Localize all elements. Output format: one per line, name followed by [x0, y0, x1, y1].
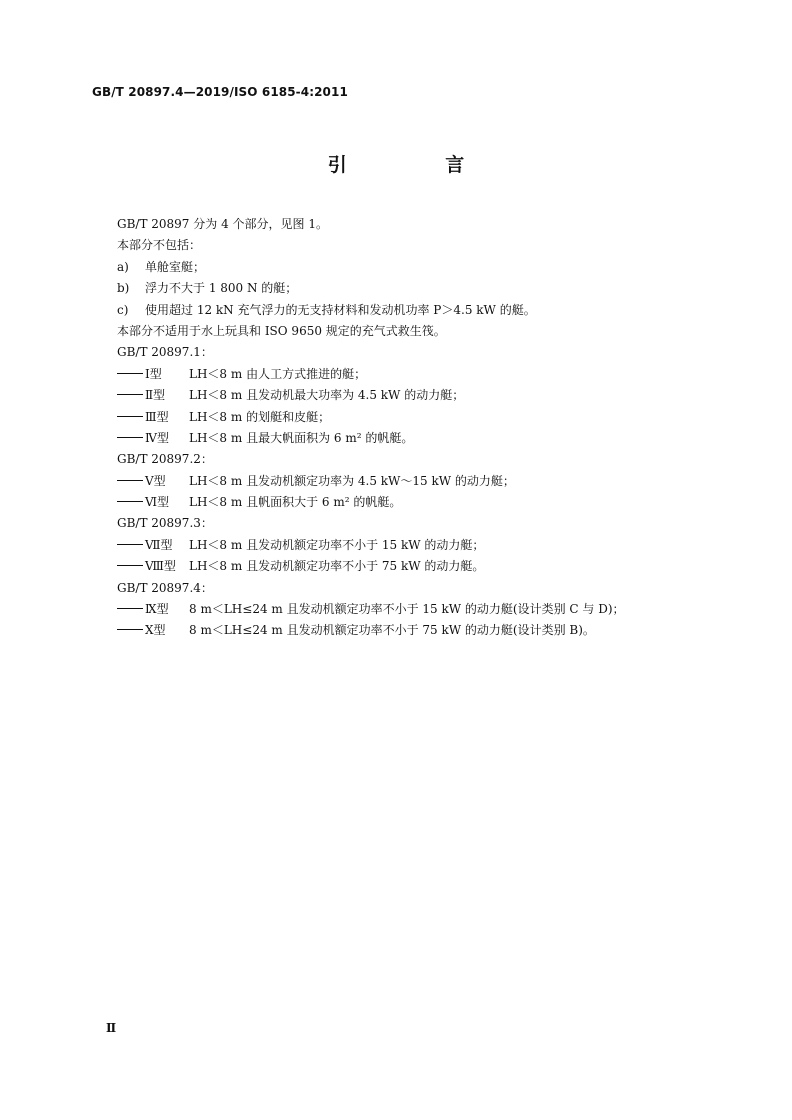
boat-type-name: Ⅹ型 — [145, 623, 166, 638]
boat-type-name: Ⅶ型 — [145, 537, 173, 552]
boat-type-item — [117, 492, 717, 513]
boat-type-item — [117, 556, 717, 577]
boat-type-text: LH＜8 m 且发动机额定功率不小于 75 kW 的动力艇。 — [189, 559, 485, 574]
dash-marker — [117, 480, 143, 481]
dash-marker — [117, 608, 143, 609]
exclusion-label: c) — [117, 302, 129, 317]
boat-type-item — [117, 620, 717, 641]
dash-marker — [117, 501, 143, 502]
exclusion-item — [117, 257, 717, 278]
boat-type-name: Ⅱ型 — [145, 388, 166, 403]
dash-marker — [117, 373, 143, 374]
dash-marker — [117, 437, 143, 438]
page-number: Ⅱ — [106, 1021, 117, 1035]
boat-type-text: LH＜8 m 且最大帆面积为 6 m² 的帆艇。 — [189, 430, 414, 445]
standard-header: GB/T 20897.4—2019/ISO 6185-4:2011 — [92, 85, 348, 99]
boat-type-item — [117, 428, 717, 449]
boat-type-item — [117, 471, 717, 492]
boat-type-text: LH＜8 m 且帆面积大于 6 m² 的帆艇。 — [189, 495, 402, 510]
part-heading: GB/T 20897.2： — [117, 452, 213, 467]
exclusion-label: b) — [117, 281, 130, 296]
part-heading: GB/T 20897.4： — [117, 580, 213, 595]
boat-type-item — [117, 407, 717, 428]
boat-type-text: LH＜8 m 且发动机最大功率为 4.5 kW 的动力艇； — [189, 388, 465, 403]
dash-marker — [117, 544, 143, 545]
part-heading: GB/T 20897.1： — [117, 345, 213, 360]
exclusion-text: 浮力不大于 1 800 N 的艇； — [145, 281, 298, 296]
boat-type-name: Ⅵ型 — [145, 495, 170, 510]
boat-type-item — [117, 535, 717, 556]
boat-type-text: LH＜8 m 且发动机额定功率不小于 15 kW 的动力艇； — [189, 537, 485, 552]
dash-marker — [117, 394, 143, 395]
dash-marker — [117, 565, 143, 566]
document-body — [117, 214, 717, 642]
exclusion-text: 单舱室艇； — [145, 259, 206, 274]
part-heading: GB/T 20897.3： — [117, 516, 213, 531]
exclusion-item — [117, 300, 717, 321]
boat-type-name: Ⅸ型 — [145, 602, 169, 617]
exclusion-item — [117, 278, 717, 299]
boat-type-name: Ⅰ型 — [145, 366, 162, 381]
boat-type-text: LH＜8 m 由人工方式推进的艇； — [189, 366, 367, 381]
dash-marker — [117, 416, 143, 417]
boat-type-name: Ⅴ型 — [145, 473, 166, 488]
boat-type-item — [117, 364, 717, 385]
boat-type-name: Ⅳ型 — [145, 430, 169, 445]
boat-type-text: 8 m＜LH≤24 m 且发动机额定功率不小于 75 kW 的动力艇(设计类别 B)。 — [189, 623, 595, 638]
boat-type-item — [117, 385, 717, 406]
boat-type-text: LH＜8 m 且发动机额定功率为 4.5 kW～15 kW 的动力艇； — [189, 473, 515, 488]
exclusion-intro: 本部分不包括： — [117, 238, 202, 253]
boat-type-name: Ⅷ型 — [145, 559, 176, 574]
boat-type-item — [117, 599, 717, 620]
boat-type-text: 8 m＜LH≤24 m 且发动机额定功率不小于 15 kW 的动力艇(设计类别 C 与 D)； — [189, 602, 625, 617]
dash-marker — [117, 629, 143, 630]
boat-type-name: Ⅲ型 — [145, 409, 169, 424]
exclusion-label: a) — [117, 259, 129, 274]
exclusion-text: 使用超过 12 kN 充气浮力的无支持材料和发动机功率 P＞4.5 kW 的艇。 — [145, 302, 536, 317]
boat-type-text: LH＜8 m 的划艇和皮艇； — [189, 409, 331, 424]
page-title: 引 言 — [327, 154, 511, 176]
intro-paragraph: GB/T 20897 分为 4 个部分，见图 1。 — [117, 217, 328, 231]
not-applicable-paragraph: 本部分不适用于水上玩具和 ISO 9650 规定的充气式救生筏。 — [117, 323, 446, 338]
